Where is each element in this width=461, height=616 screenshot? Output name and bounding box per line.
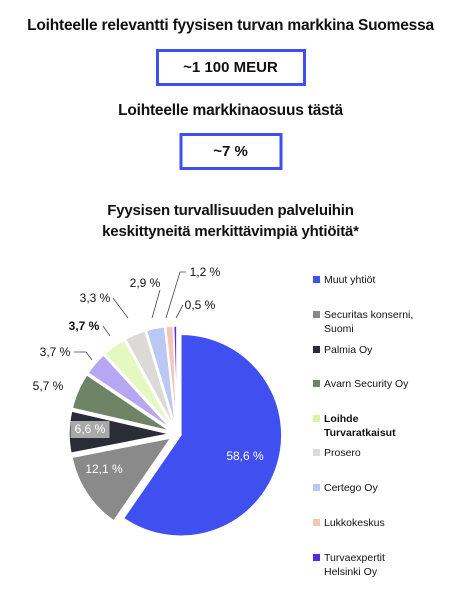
- data-label-prosero: [80, 291, 111, 305]
- leader-line-turvaexpertit: [176, 305, 183, 318]
- legend-label-loihde: Loihde Turvaratkaisut: [324, 413, 396, 439]
- legend-swatch-palmia: [313, 346, 320, 353]
- legend-label-lukkokeskus: Lukkokeskus: [324, 517, 385, 529]
- data-label-palmia: [71, 421, 110, 438]
- legend-swatch-certego: [313, 484, 320, 491]
- legend-swatch-prosero: [313, 449, 320, 456]
- share-value: ~7 %: [213, 143, 248, 160]
- data-label-text-securitas: 12,1 %: [85, 462, 123, 476]
- legend-swatch-loihde: [313, 415, 320, 422]
- market-value: ~1 100 MEUR: [183, 59, 278, 76]
- data-label-lukkokeskus: [190, 265, 221, 279]
- market-title: Loihteelle relevantti fyysisen turvan markkina Suomessa: [27, 17, 434, 34]
- legend-swatch-avarn: [313, 380, 320, 387]
- data-label-text-turvaexpertit: 0,5 %: [184, 298, 216, 312]
- data-label-text-muut: 58,6 %: [226, 449, 264, 463]
- share-title: Loihteelle markkinaosuus tästä: [118, 102, 343, 119]
- legend-label-palmia: Palmia Oy: [324, 344, 373, 356]
- legend-label-securitas: Securitas konserni, Suomi: [324, 309, 414, 335]
- leader-line-certego: [152, 290, 160, 318]
- chart-title-line-1: Fyysisen turvallisuuden palveluihin: [107, 202, 354, 219]
- leader-line-loihde: [103, 326, 110, 336]
- data-label-loihde: [69, 319, 100, 333]
- legend-label-certego: Certego Oy: [324, 482, 378, 494]
- data-label-text-certego: 2,9 %: [129, 276, 161, 290]
- leader-line-lukkokeskus: [166, 272, 186, 318]
- legend-swatch-securitas: [313, 311, 320, 318]
- legend-label-prosero: Prosero: [324, 447, 361, 459]
- data-label-muut: [222, 448, 268, 465]
- leader-line-other: [74, 352, 92, 360]
- data-label-other: [40, 345, 71, 359]
- data-label-text-loihde: 3,7 %: [68, 319, 100, 333]
- data-label-certego: [130, 276, 161, 290]
- legend-swatch-turvaexpertit: [313, 554, 320, 561]
- data-label-avarn: [33, 379, 64, 393]
- data-label-text-lukkokeskus: 1,2 %: [189, 265, 221, 279]
- legend-swatch-muut: [313, 276, 320, 283]
- data-label-text-other: 3,7 %: [39, 345, 71, 359]
- data-label-text-avarn: 5,7 %: [32, 379, 64, 393]
- legend-swatch-lukkokeskus: [313, 519, 320, 526]
- data-label-turvaexpertit: [185, 298, 216, 312]
- data-label-text-prosero: 3,3 %: [79, 291, 111, 305]
- chart-title-line-2: keskittyneitä merkittävimpiä yhtiöitä*: [102, 223, 359, 240]
- legend-label-turvaexpertit: Turvaexpertit Helsinki Oy: [324, 552, 385, 578]
- legend-label-muut: Muut yhtiöt: [324, 274, 376, 286]
- leader-line-prosero: [113, 298, 128, 318]
- data-label-securitas: [81, 461, 127, 478]
- data-label-text-palmia: 6,6 %: [74, 422, 106, 436]
- legend-label-avarn: Avarn Security Oy: [324, 378, 409, 390]
